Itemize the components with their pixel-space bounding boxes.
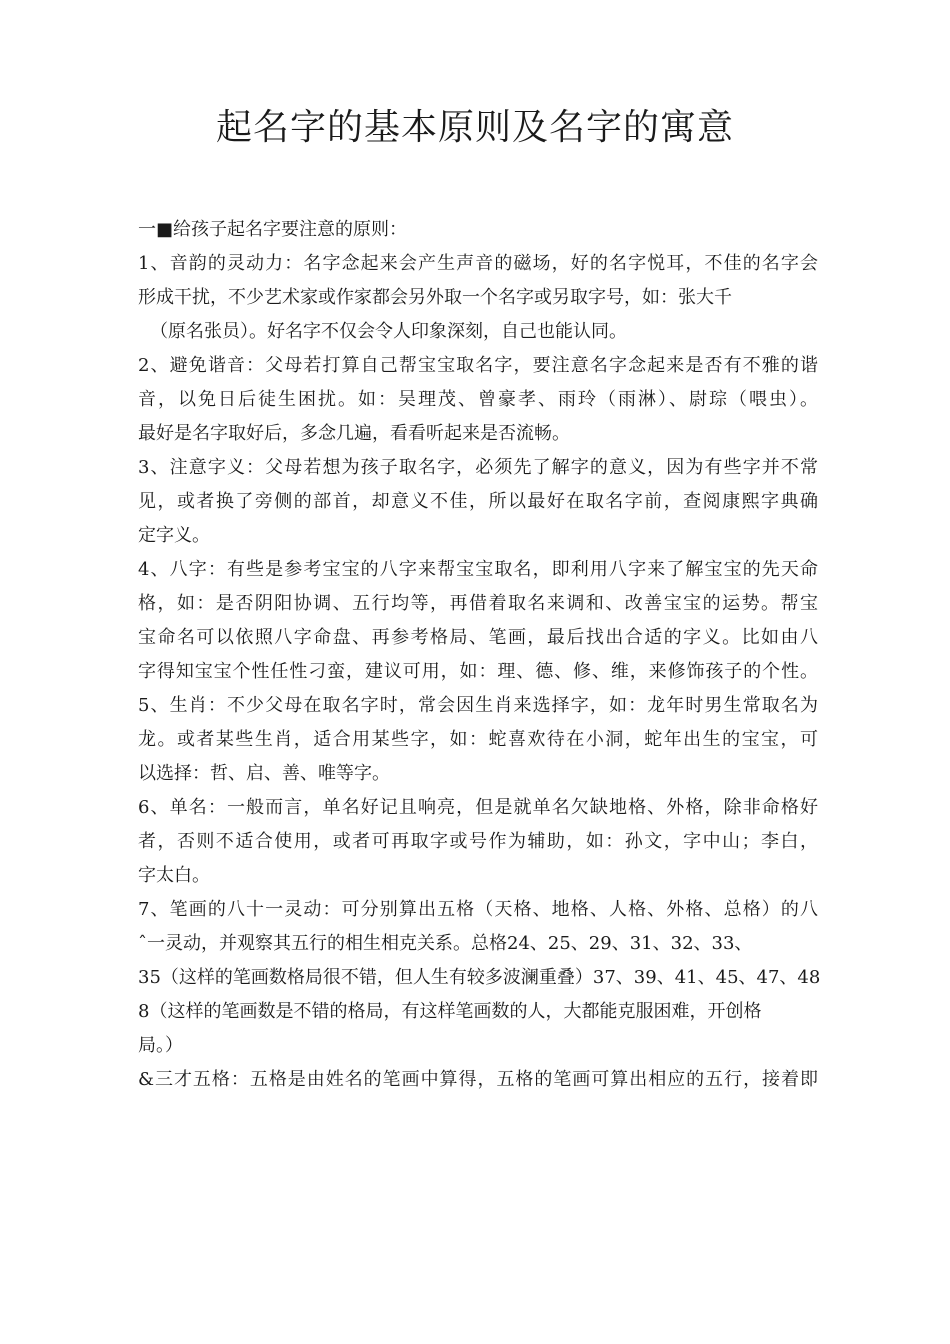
text-line: ˆ一灵动，并观察其五行的相生相克关系。总格24、25、29、31、32、33、 <box>138 933 753 954</box>
text-line: 字得知宝宝个性任性刁蛮，建议可用，如：理、德、修、维，来修饰孩子的个性。 <box>138 661 818 682</box>
text-line: 7、笔画的八十一灵动：可分别算出五格（天格、地格、人格、外格、总格）的八 <box>138 899 818 920</box>
document-body <box>138 213 821 1097</box>
text-line: 定字义。 <box>138 525 210 546</box>
text-line: 3、注意字义：父母若想为孩子取名字，必须先了解字的意义，因为有些字并不常 <box>138 457 818 478</box>
text-line: 龙。或者某些生肖，适合用某些字，如：蛇喜欢待在小洞，蛇年出生的宝宝，可 <box>138 729 818 750</box>
text-line: 2、避免谐音：父母若打算自己帮宝宝取名字，要注意名字念起来是否有不雅的谐 <box>138 355 818 376</box>
text-line: 最好是名字取好后，多念几遍，看看听起来是否流畅。 <box>138 423 570 444</box>
text-line: 8（这样的笔画数是不错的格局，有这样笔画数的人，大都能克服困难，开创格 <box>138 1001 762 1022</box>
text-line: 1、音韵的灵动力：名字念起来会产生声音的磁场，好的名字悦耳，不佳的名字会 <box>138 253 818 274</box>
text-line: 局。） <box>138 1035 183 1056</box>
text-line: （原名张员）。好名字不仅会令人印象深刻，自己也能认同。 <box>150 321 627 342</box>
text-line: 形成干扰，不少艺术家或作家都会另外取一个名字或另取字号，如：张大千 <box>138 287 732 308</box>
text-line: 35（这样的笔画数格局很不错，但人生有较多波澜重叠）37、39、41、45、47、48 <box>138 967 821 988</box>
text-line: 宝命名可以依照八字命盘、再参考格局、笔画，最后找出合适的字义。比如由八 <box>138 627 818 648</box>
document-title: 起名字的基本原则及名字的寓意 <box>215 107 734 148</box>
text-line: 音，以免日后徒生困扰。如：吴理茂、曾豪孝、雨玲（雨淋）、尉琮（喂虫）。 <box>138 389 818 410</box>
text-line: 见，或者换了旁侧的部首，却意义不佳，所以最好在取名字前，查阅康熙字典确 <box>138 491 818 512</box>
text-line: 4、八字：有些是参考宝宝的八字来帮宝宝取名，即利用八字来了解宝宝的先天命 <box>138 559 818 580</box>
text-line: 5、生肖：不少父母在取名字时，常会因生肖来选择字，如：龙年时男生常取名为 <box>138 695 818 716</box>
text-line: 格，如：是否阴阳协调、五行均等，再借着取名来调和、改善宝宝的运势。帮宝 <box>138 593 818 614</box>
text-line: 以选择：哲、启、善、唯等字。 <box>138 763 390 784</box>
text-line: 一■给孩子起名字要注意的原则： <box>138 219 408 240</box>
text-line: 6、单名：一般而言，单名好记且响亮，但是就单名欠缺地格、外格，除非命格好 <box>138 797 818 818</box>
text-line: 者，否则不适合使用，或者可再取字或号作为辅助，如：孙文，字中山；李白， <box>138 831 818 852</box>
text-line: 字太白。 <box>138 865 210 886</box>
text-line: &三才五格：五格是由姓名的笔画中算得，五格的笔画可算出相应的五行，接着即 <box>138 1069 818 1090</box>
